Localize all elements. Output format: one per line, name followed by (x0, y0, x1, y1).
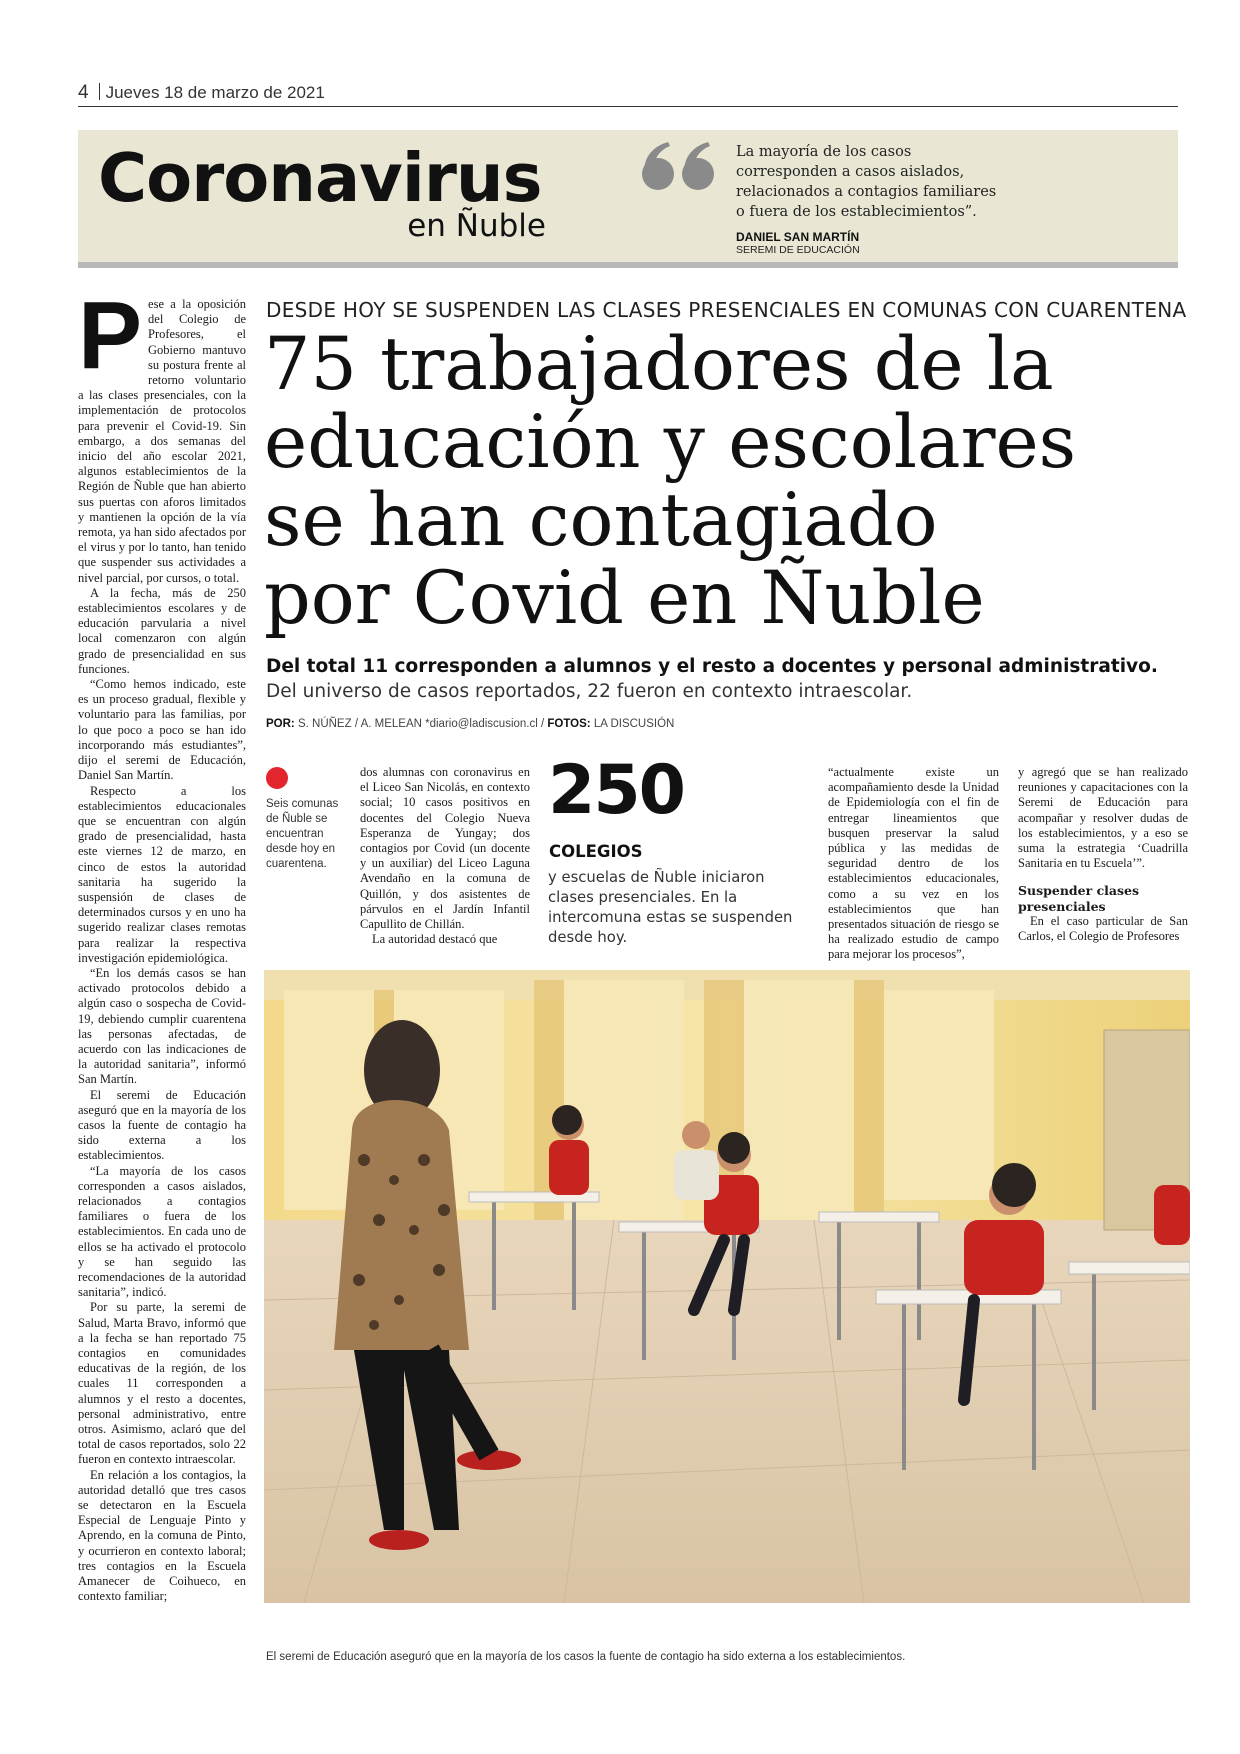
byline-fotos-label: FOTOS: (547, 718, 591, 730)
header-rule (78, 106, 1178, 107)
section-subtitle: en Ñuble (407, 208, 546, 244)
headline-line: por Covid en Ñuble (264, 556, 985, 641)
body-paragraph: Por su parte, la seremi de Salud, Marta Bravo, informó que a la fecha se han reportado 75 contagios en comunidades educativas de la región, de los cuales 11 corresponden a alumnos y el resto a docentes, personal administrativo, entre otros. Asimismo, aclaró que del total de casos reportados, solo 22 fueron en contexto intraescolar. (78, 1300, 246, 1467)
body-paragraph: A la fecha, más de 250 establecimientos escolares y de educación parvularia a nivel local comenzaron con algún grado de presencialidad en sus funciones. (78, 585, 246, 676)
deck-rest: Del universo de casos reportados, 22 fueron en contexto intraescolar. (266, 681, 913, 702)
article-column-6 (1018, 765, 1188, 944)
pull-quote-role: SEREMI DE EDUCACIÓN (736, 244, 860, 256)
article-deck (266, 654, 1171, 704)
body-paragraph: En el caso particular de San Carlos, el Colegio de Profesores (1018, 913, 1188, 944)
drop-cap: P (78, 282, 143, 389)
page-folio (78, 82, 325, 104)
red-bullet-icon (266, 767, 288, 789)
headline-line: educación y escolares (264, 400, 1077, 485)
body-paragraph: “actualmente existe un acompañamiento desde la Unidad de Epidemiología con el fin de entregar lineamientos que busquen preservar la salud pública y las medidas de seguridad dentro de los establecimientos educacionales, como a su vez en los establecimientos que han presentados situación de riesgo se ha realizado estudio de campo para mejorar los procesos”, (828, 765, 999, 962)
body-paragraph: “En los demás casos se han activado protocolos debido a algún caso o sospecha de Covid-19, debiendo cumplir cuarentena las personas afectadas, de acuerdo con las indicaciones de la autoridad sanitaria”, informó San Martín. (78, 965, 246, 1087)
body-paragraph: La autoridad destacó que (372, 932, 498, 947)
stat-label: COLEGIOS (549, 842, 643, 861)
headline-line: se han contagiado (264, 478, 938, 563)
quote-marks-icon (640, 140, 718, 196)
body-paragraph: y agregó que se han realizado reuniones y capacitaciones con la Seremi de Educación para acompañar y resolver dudas de los establecimientos, y a eso se suma la estrategia ‘Cuadrilla Sanitaria en tu Escuela’”. (1018, 765, 1188, 871)
article-byline (266, 718, 674, 730)
pull-quote-text: La mayoría de los casos corresponden a casos aislados, relacionados a contagios familiares o fuera de los establecimientos”. (736, 144, 997, 220)
page-number: 4 (78, 82, 89, 103)
byline-fotos: LA DISCUSIÓN (593, 718, 675, 730)
body-paragraph: Respecto a los establecimientos educacionales que se encuentran con algún grado de presencialidad, hasta este viernes 12 de marzo, en cinco de estos la autoridad sanitaria ha sugerido la suspensión de clases de determinados cursos y en uno ha sugerido realizar clases remotas para realizar la respectiva investigación epidemiológica. (78, 783, 246, 965)
deck-bold: Del total 11 corresponden a alumnos y el resto a docentes y personal administrativo. (266, 656, 1158, 677)
body-paragraph: “Como hemos indicado, este es un proceso gradual, flexible y voluntario para las familias, por lo que poco a poco se han ido incorporando más estudiantes”, dijo el seremi de Educación, Daniel San Martín. (78, 677, 246, 783)
folio-divider (99, 83, 100, 100)
article-headline (264, 322, 1164, 641)
section-band-underline (78, 262, 1178, 268)
byline-authors: S. NÚÑEZ / A. MELEAN *diario@ladiscusion.cl / (297, 718, 545, 730)
pull-quote-author: DANIEL SAN MARTÍN (736, 230, 860, 244)
article-subhead: Suspender clases presenciales (1018, 883, 1140, 914)
byline-por-label: POR: (266, 718, 295, 730)
section-title: Coronavirus (98, 139, 542, 217)
body-paragraph: En relación a los contagios, la autoridad detalló que tres casos se detectaron en la Escuela Especial de Lenguaje Pinto y Aprendo, en la comuna de Pinto, y ocurrieron en contexto laboral; tres contagios en la Escuela Amanecer de Coihueco, en contexto familiar; (78, 1467, 246, 1604)
article-kicker: DESDE HOY SE SUSPENDEN LAS CLASES PRESENCIALES EN COMUNAS CON CUARENTENA (266, 298, 1187, 322)
body-paragraph: El seremi de Educación aseguró que en la mayoría de los casos la fuente de contagio ha sido externa a los establecimientos. (78, 1087, 246, 1163)
headline-line: 75 trabajadores de la (264, 322, 1054, 407)
side-note: Seis comunas de Ñuble se encuentran desde hoy en cuarentena. (266, 798, 339, 870)
issue-date: Jueves 18 de marzo de 2021 (105, 83, 325, 102)
body-paragraph: ese a la oposición del Colegio de Profesores, el Gobierno mantuvo su postura frente al retorno voluntario a las clases presenciales, con la implementación de protocolos para prevenir el Covid-19. Sin embargo, a dos semanas del inicio del año escolar 2021, algunos establecimientos de la Región de Ñuble que han abierto sus puertas con aforos limitados y mantienen la opción de la vía remota, ya han sido afectados por el virus y por lo tanto, han tenido que suspender sus actividades a nivel parcial, por cursos, o total. (78, 297, 246, 585)
photo-caption: El seremi de Educación aseguró que en la mayoría de los casos la fuente de contagio ha sido externa a los establecimientos. (266, 1651, 906, 1663)
classroom-photo (264, 970, 1190, 1603)
article-column-3 (360, 765, 530, 947)
article-column-1 (78, 282, 246, 1604)
body-paragraph: dos alumnas con coronavirus en el Liceo San Nicolás, en contexto social; 10 casos positivos en docentes del Colegio Nueva Esperanza de Yungay; dos contagios por Covid (un docente y un auxiliar) del Liceo Laguna Avendaño en la comuna de Quillón, y dos asistentes de párvulos en el Jardín Infantil Capullito de Chillán. (360, 765, 530, 932)
article-column-5 (828, 765, 999, 963)
stat-number: 250 (548, 751, 684, 830)
stat-text: y escuelas de Ñuble iniciaron clases presenciales. En la intercomuna estas se suspenden desde hoy. (548, 869, 793, 946)
body-paragraph: “La mayoría de los casos corresponden a casos aislados, relacionados a contagios familiares o fuera de los establecimientos. En cada uno de ellos se ha activado el protocolo y se han seguido las recomendaciones de la autoridad sanitaria”, indicó. (78, 1163, 246, 1300)
